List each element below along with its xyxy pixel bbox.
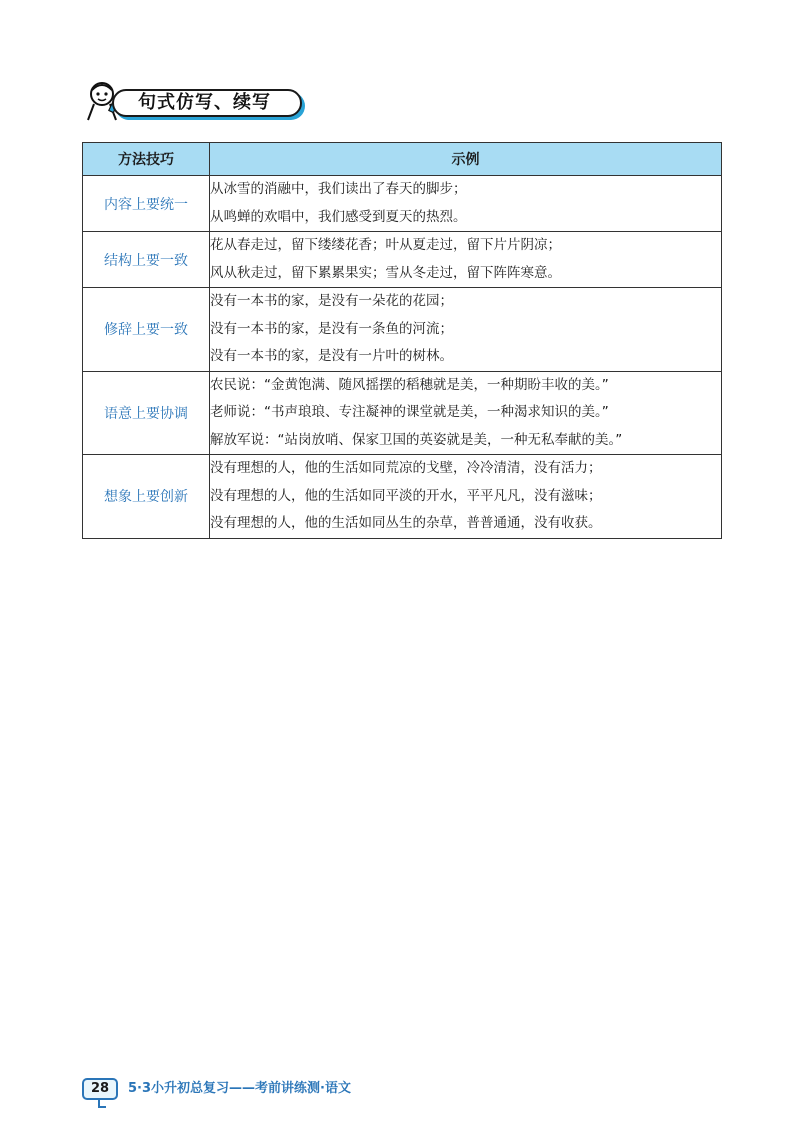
example-cell	[210, 176, 722, 232]
method-cell: 结构上要一致	[83, 232, 210, 288]
section-header	[78, 76, 318, 124]
example-cell	[210, 288, 722, 372]
method-cell: 内容上要统一	[83, 176, 210, 232]
methods-table	[82, 142, 722, 539]
page-footer	[82, 1078, 422, 1104]
page-badge-tail	[98, 1098, 106, 1108]
table-row	[83, 288, 722, 372]
column-header-method: 方法技巧	[83, 143, 210, 176]
example-line: 没有理想的人，他的生活如同平淡的开水，平平凡凡，没有滋味；	[210, 487, 602, 504]
example-line: 花从春走过，留下缕缕花香；叶从夏走过，留下片片阴凉；	[210, 237, 561, 253]
book-title: 5·3小升初总复习——考前讲练测·语文	[128, 1081, 351, 1096]
column-header-example: 示例	[210, 143, 722, 176]
method-cell: 修辞上要一致	[83, 288, 210, 372]
table-row	[83, 176, 722, 232]
example-cell	[210, 232, 722, 288]
example-line: 从冰雪的消融中，我们读出了春天的脚步；	[210, 181, 467, 197]
table-header-row	[83, 143, 722, 176]
example-line: 没有一本书的家，是没有一片叶的树林。	[210, 348, 453, 364]
example-line: 老师说：“书声琅琅、专注凝神的课堂就是美，一种渴求知识的美。”	[210, 404, 609, 420]
example-cell	[210, 455, 722, 539]
example-line: 风从秋走过，留下累累果实；雪从冬走过，留下阵阵寒意。	[210, 264, 561, 281]
table-row	[83, 232, 722, 288]
example-line: 没有一本书的家，是没有一朵花的花园；	[210, 293, 453, 309]
method-cell: 想象上要创新	[83, 455, 210, 539]
example-line: 解放军说：“站岗放哨、保家卫国的英姿就是美，一种无私奉献的美。”	[210, 431, 623, 448]
example-line: 没有理想的人，他的生活如同丛生的杂草，普普通通，没有收获。	[210, 515, 602, 531]
method-cell: 语意上要协调	[83, 371, 210, 455]
table-row	[83, 455, 722, 539]
example-line: 农民说：“金黄饱满、随风摇摆的稻穗就是美，一种期盼丰收的美。”	[210, 376, 609, 393]
section-title: 句式仿写、续写	[138, 92, 271, 113]
page-number: 28	[82, 1078, 118, 1100]
example-line: 没有理想的人，他的生活如同荒凉的戈壁，冷冷清清，没有活力；	[210, 460, 602, 476]
example-line: 没有一本书的家，是没有一条鱼的河流；	[210, 320, 453, 337]
example-line: 从鸣蝉的欢唱中，我们感受到夏天的热烈。	[210, 208, 467, 225]
table-row	[83, 371, 722, 455]
example-cell	[210, 371, 722, 455]
